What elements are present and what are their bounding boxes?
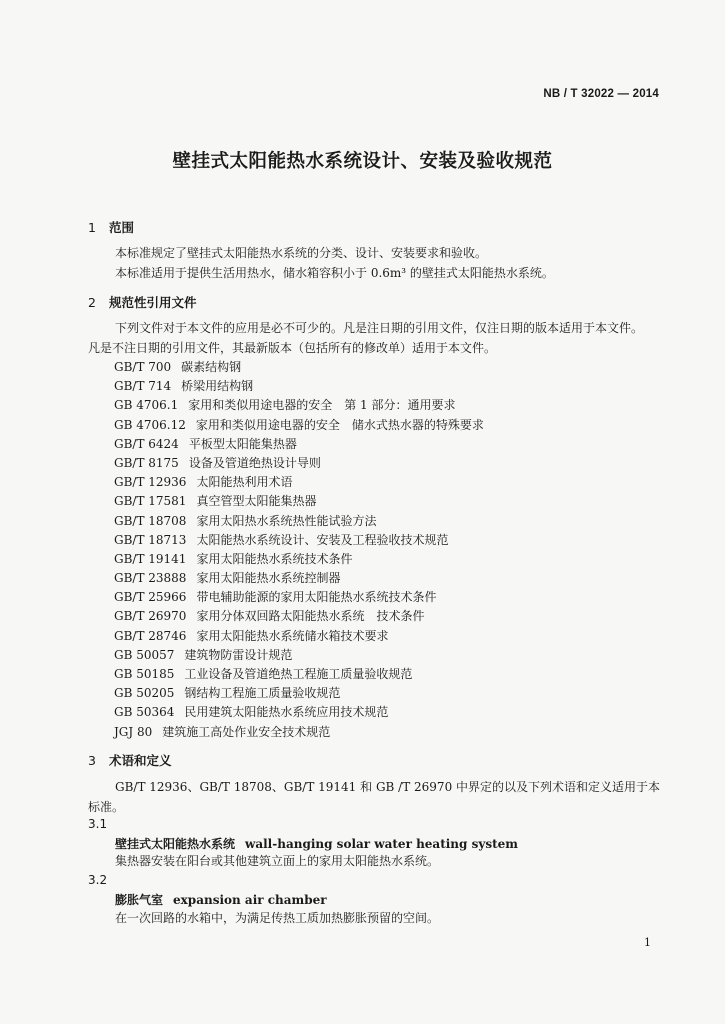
term-name-en: wall-hanging solar water heating system <box>245 837 518 851</box>
reference-title: 建筑施工高处作业安全技术规范 <box>162 724 331 739</box>
reference-code: GB 4706.1 <box>114 398 179 413</box>
reference-title: 家用和类似用途电器的安全 储水式热水器的特殊要求 <box>195 417 484 432</box>
term-definition: 集热器安装在阳台或其他建筑立面上的家用太阳能热水系统。 <box>115 854 440 868</box>
reference-item <box>114 435 484 454</box>
reference-item <box>114 646 484 665</box>
reference-title: 建筑物防雷设计规范 <box>184 647 293 662</box>
reference-item <box>114 723 484 742</box>
terms-intro-line-1: GB/T 12936、GB/T 18708、GB/T 19141 和 GB /T 26970 中界定的以及下列术语和定义适用于本 <box>115 780 661 794</box>
section-number: 2 <box>88 295 96 310</box>
reference-title: 家用和类似用途电器的安全 第 1 部分：通用要求 <box>188 398 456 413</box>
term-name-zh: 壁挂式太阳能热水系统 <box>115 837 236 851</box>
reference-title: 工业设备及管道绝热工程施工质量验收规范 <box>184 667 413 681</box>
references-intro-line-2: 凡是不注日期的引用文件，其最新版本（包括所有的修改单）适用于本文件。 <box>88 341 497 355</box>
reference-code: GB/T 714 <box>114 379 172 394</box>
reference-code: GB/T 12936 <box>114 475 187 490</box>
reference-code: GB/T 25966 <box>114 590 187 605</box>
reference-item <box>114 454 484 473</box>
reference-code: GB/T 18708 <box>114 513 187 528</box>
reference-code: GB 50057 <box>114 647 175 662</box>
section-title: 规范性引用文件 <box>109 295 197 310</box>
section-3-heading <box>88 751 172 769</box>
reference-title: 家用分体双回路太阳能热水系统 技术条件 <box>196 609 425 624</box>
reference-title: 桥梁用结构钢 <box>181 379 254 394</box>
reference-code: GB 50185 <box>114 667 175 681</box>
reference-title: 太阳能热利用术语 <box>196 475 293 490</box>
terms-intro-line-2: 标准。 <box>88 800 125 814</box>
term-name-en: expansion air chamber <box>173 893 327 907</box>
document-title: 壁挂式太阳能热水系统设计、安装及验收规范 <box>172 151 553 172</box>
reference-code: GB/T 17581 <box>114 494 187 509</box>
standard-number: NB / T 32022 — 2014 <box>543 88 659 100</box>
reference-title: 家用太阳能热水系统技术条件 <box>196 551 353 566</box>
section-title: 范围 <box>109 220 135 235</box>
section-1-heading <box>88 218 134 236</box>
reference-code: GB/T 26970 <box>114 609 187 624</box>
reference-item <box>114 684 484 703</box>
reference-title: 设备及管道绝热设计导则 <box>188 455 321 470</box>
term-number: 3.1 <box>88 817 108 831</box>
reference-item <box>114 492 484 511</box>
reference-item <box>114 588 484 607</box>
reference-title: 钢结构工程施工质量验收规范 <box>184 686 341 701</box>
section-2-heading <box>88 293 197 311</box>
term-definition: 在一次回路的水箱中，为满足传热工质加热膨胀预留的空间。 <box>115 911 440 925</box>
reference-item <box>114 416 484 435</box>
scope-paragraph-2: 本标准适用于提供生活用热水，储水箱容积小于 0.6m³ 的壁挂式太阳能热水系统。 <box>115 266 554 280</box>
reference-code: GB/T 19141 <box>114 551 187 566</box>
reference-code: GB/T 28746 <box>114 628 187 643</box>
reference-code: GB 4706.12 <box>114 417 186 432</box>
reference-title: 太阳能热水系统设计、安装及工程验收技术规范 <box>196 532 449 547</box>
reference-code: JGJ 80 <box>114 724 153 739</box>
reference-code: GB/T 6424 <box>114 436 179 451</box>
reference-item <box>114 627 484 646</box>
reference-item <box>114 531 484 550</box>
reference-code: GB 50205 <box>114 686 175 701</box>
reference-code: GB/T 18713 <box>114 532 187 547</box>
reference-code: GB/T 23888 <box>114 571 187 586</box>
reference-title: 平板型太阳能集热器 <box>188 436 297 451</box>
reference-item <box>114 358 484 377</box>
section-number: 3 <box>88 753 96 768</box>
section-title: 术语和定义 <box>109 753 172 768</box>
reference-code: GB/T 8175 <box>114 455 179 470</box>
term-name <box>115 891 327 908</box>
term-name-zh: 膨胀气室 <box>115 893 164 907</box>
reference-item <box>114 607 484 626</box>
normative-references-list <box>114 358 484 742</box>
reference-title: 家用太阳能热水系统储水箱技术要求 <box>196 628 389 643</box>
reference-title: 民用建筑太阳能热水系统应用技术规范 <box>184 705 389 720</box>
reference-title: 碳素结构钢 <box>181 360 242 374</box>
reference-code: GB/T 700 <box>114 360 172 374</box>
reference-item <box>114 473 484 492</box>
references-intro-line-1: 下列文件对于本文件的应用是必不可少的。凡是注日期的引用文件，仅注日期的版本适用于本文件。 <box>115 321 644 335</box>
reference-title: 家用太阳热水系统热性能试验方法 <box>196 513 377 528</box>
reference-title: 带电辅助能源的家用太阳能热水系统技术条件 <box>196 590 437 605</box>
reference-item <box>114 665 484 684</box>
reference-item <box>114 512 484 531</box>
reference-title: 家用太阳能热水系统控制器 <box>196 571 341 586</box>
reference-item <box>114 569 484 588</box>
section-number: 1 <box>88 220 96 235</box>
reference-item <box>114 550 484 569</box>
page-number: 1 <box>644 936 651 949</box>
reference-item <box>114 703 484 722</box>
term-name <box>115 835 518 852</box>
reference-title: 真空管型太阳能集热器 <box>196 494 317 509</box>
scope-paragraph-1: 本标准规定了壁挂式太阳能热水系统的分类、设计、安装要求和验收。 <box>115 246 488 260</box>
reference-item <box>114 377 484 396</box>
reference-code: GB 50364 <box>114 705 175 720</box>
term-number: 3.2 <box>88 873 108 887</box>
reference-item <box>114 396 484 415</box>
